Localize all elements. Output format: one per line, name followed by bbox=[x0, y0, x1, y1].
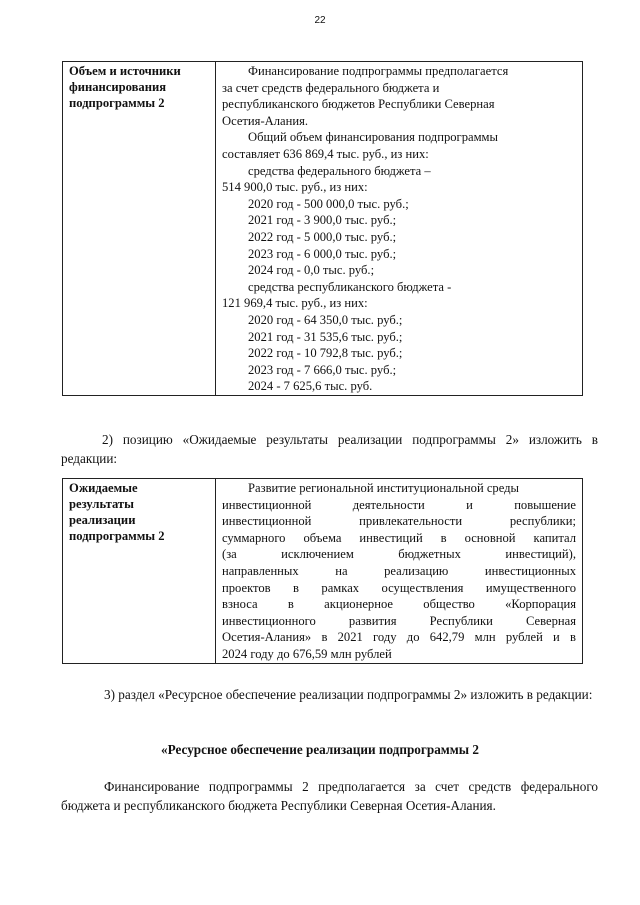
results-line: Развитие региональной институциональной среды bbox=[248, 481, 520, 495]
financing-label-line: финансирования bbox=[69, 80, 167, 94]
financing-line: 2021 год - 3 900,0 тыс. руб.; bbox=[248, 213, 397, 228]
results-label-cell bbox=[63, 479, 216, 664]
body-paragraph: Финансирование подпрограммы 2 предполагается за счет средств федерального бюджета и республиканского бюджета Республики Северная Осетия-Алания. bbox=[61, 779, 598, 813]
financing-line: Финансирование подпрограммы предполагается bbox=[248, 64, 509, 78]
financing-line: средства федерального бюджета – bbox=[248, 163, 431, 178]
financing-line: 121 969,4 тыс. руб., из них: bbox=[222, 296, 368, 311]
financing-line: 2024 - 7 625,6 тыс. руб. bbox=[248, 379, 373, 394]
financing-line: средства республиканского бюджета - bbox=[248, 279, 452, 294]
financing-line: республиканского бюджетов Республики Северная bbox=[222, 97, 495, 112]
financing-table bbox=[62, 61, 583, 396]
results-label-line: Ожидаемые bbox=[69, 481, 138, 495]
financing-line: 2022 год - 10 792,8 тыс. руб.; bbox=[248, 346, 403, 361]
results-line: взноса в акционерное общество «Корпорация bbox=[222, 597, 576, 612]
financing-line: составляет 636 869,4 тыс. руб., из них: bbox=[222, 146, 429, 161]
results-line: направленных на реализацию инвестиционных bbox=[222, 563, 576, 578]
results-line: инвестиционной деятельности и повышение bbox=[222, 497, 576, 512]
financing-line: 2020 год - 500 000,0 тыс. руб.; bbox=[248, 196, 409, 211]
financing-line: Общий объем финансирования подпрограммы bbox=[248, 130, 498, 145]
results-line: Осетия-Алания» в 2021 году до 642,79 млн рублей и в bbox=[222, 630, 576, 645]
financing-label-cell bbox=[63, 62, 216, 396]
financing-line: 2021 год - 31 535,6 тыс. руб.; bbox=[248, 329, 403, 344]
amendment-paragraph-2: 2) позицию «Ожидаемые результаты реализации подпрограммы 2» изложить в редакции: bbox=[61, 432, 598, 466]
financing-label-line: подпрограммы 2 bbox=[69, 96, 165, 110]
financing-line: Осетия-Алания. bbox=[222, 113, 309, 128]
results-table bbox=[62, 478, 583, 664]
financing-line: 2023 год - 7 666,0 тыс. руб.; bbox=[248, 362, 397, 377]
financing-line: 2020 год - 64 350,0 тыс. руб.; bbox=[248, 312, 403, 327]
results-line: (за исключением бюджетных инвестиций), bbox=[222, 547, 576, 562]
financing-line: 2022 год - 5 000,0 тыс. руб.; bbox=[248, 229, 397, 244]
financing-line: 2023 год - 6 000,0 тыс. руб.; bbox=[248, 246, 397, 261]
results-line: инвестиционного развития Республики Северная bbox=[222, 613, 576, 628]
results-content-cell bbox=[216, 479, 583, 664]
financing-line: 514 900,0 тыс. руб., из них: bbox=[222, 180, 368, 195]
financing-line: за счет средств федерального бюджета и bbox=[222, 80, 440, 95]
results-line: суммарного объема инвестиций в основной капитал bbox=[222, 530, 576, 545]
financing-line: 2024 год - 0,0 тыс. руб.; bbox=[248, 263, 375, 278]
results-line: 2024 году до 676,59 млн рублей bbox=[222, 646, 392, 661]
results-label-line: подпрограммы 2 bbox=[69, 529, 165, 543]
financing-label-line: Объем и источники bbox=[69, 64, 181, 78]
section-heading: «Ресурсное обеспечение реализации подпрограммы 2 bbox=[161, 742, 479, 757]
financing-content-cell bbox=[216, 62, 583, 396]
results-label-line: реализации bbox=[69, 513, 136, 527]
results-label-line: результаты bbox=[69, 497, 134, 511]
results-line: инвестиционной привлекательности республики; bbox=[222, 514, 576, 529]
results-line: проектов в рамках осуществления имущественного bbox=[222, 580, 576, 595]
amendment-paragraph-3: 3) раздел «Ресурсное обеспечение реализации подпрограммы 2» изложить в редакции: bbox=[104, 687, 593, 702]
page-number: 22 bbox=[314, 15, 326, 26]
